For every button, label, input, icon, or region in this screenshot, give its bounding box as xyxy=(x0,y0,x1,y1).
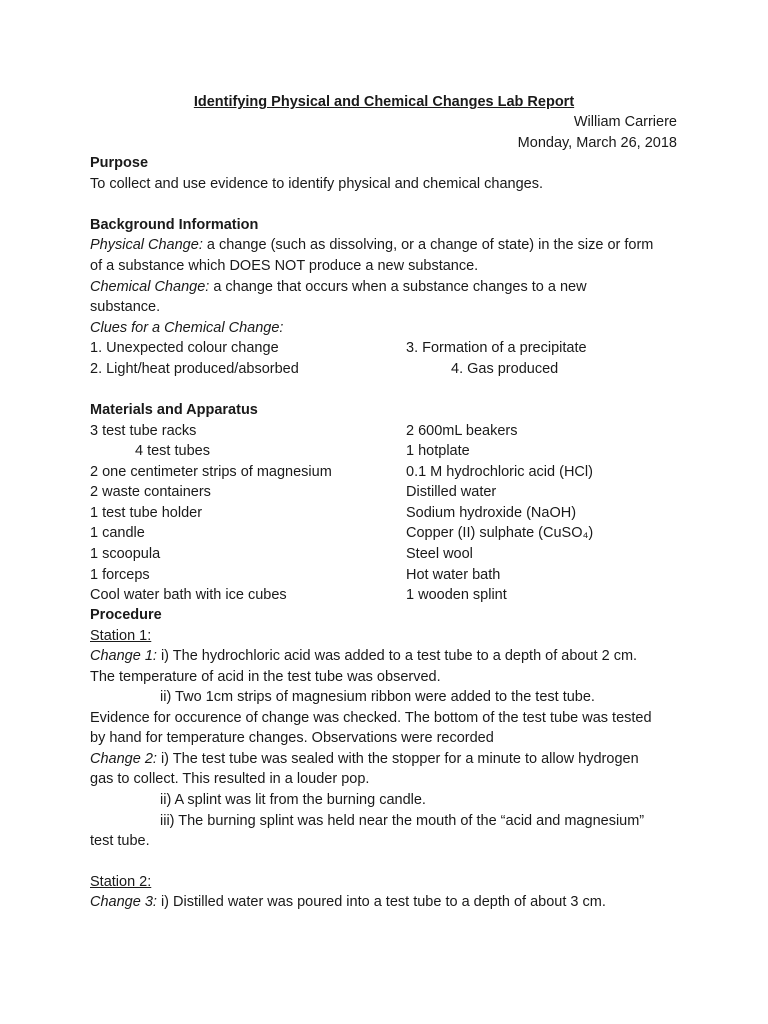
material-item: Hot water bath xyxy=(406,567,501,583)
material-item: Cool water bath with ice cubes xyxy=(90,587,287,603)
change-3-line-1 xyxy=(90,892,606,912)
clue-item: 3. Formation of a precipitate xyxy=(406,340,587,356)
change-2-step-iii: iii) The burning splint was held near the mouth of the “acid and magnesium” xyxy=(160,813,645,829)
material-item: 4 test tubes xyxy=(135,443,210,459)
change-1-step-ii: ii) Two 1cm strips of magnesium ribbon were added to the test tube. xyxy=(160,689,595,705)
material-item: 1 wooden splint xyxy=(406,587,507,603)
clue-item: 4. Gas produced xyxy=(451,361,559,377)
material-item: 1 candle xyxy=(90,525,145,541)
change-3-step-i: i) Distilled water was poured into a test tube to a depth of about 3 cm. xyxy=(156,894,606,910)
material-item: 0.1 M hydrochloric acid (HCl) xyxy=(406,464,593,480)
change-2-step-ii: ii) A splint was lit from the burning candle. xyxy=(160,792,426,808)
change-2-line-2: gas to collect. This resulted in a louder pop. xyxy=(90,771,370,787)
report-title: Identifying Physical and Chemical Changes Lab Report xyxy=(193,94,575,110)
station-1-label: Station 1: xyxy=(90,628,152,644)
change-1-line-2: The temperature of acid in the test tube was observed. xyxy=(90,669,441,685)
change-1-label: Change 1: xyxy=(90,648,157,664)
material-item: 1 forceps xyxy=(90,567,150,583)
background-heading: Background Information xyxy=(90,217,259,233)
change-2-step-i: i) The test tube was sealed with the stopper for a minute to allow hydrogen xyxy=(156,751,639,767)
physical-change-term: Physical Change: xyxy=(90,237,203,253)
change-3-label: Change 3: xyxy=(90,894,157,910)
change-1-line-4: Evidence for occurence of change was checked. The bottom of the test tube was tested xyxy=(90,710,652,726)
chemical-change-line-2: substance. xyxy=(90,299,161,315)
change-2-label: Change 2: xyxy=(90,751,157,767)
clues-heading: Clues for a Chemical Change: xyxy=(90,320,284,336)
materials-heading: Materials and Apparatus xyxy=(90,402,258,418)
clue-item: 1. Unexpected colour change xyxy=(90,340,279,356)
material-item: Copper (II) sulphate (CuSO₄) xyxy=(406,525,594,541)
change-2-line-5: test tube. xyxy=(90,833,150,849)
material-item: 3 test tube racks xyxy=(90,423,197,439)
physical-change-line-2: of a substance which DOES NOT produce a new substance. xyxy=(90,258,479,274)
change-1-line-5: by hand for temperature changes. Observations were recorded xyxy=(90,730,494,746)
material-item: Distilled water xyxy=(406,484,497,500)
author-name: William Carriere xyxy=(573,114,677,130)
procedure-heading: Procedure xyxy=(90,607,162,623)
chemical-change-def: a change that occurs when a substance changes to a new xyxy=(209,279,587,295)
purpose-heading: Purpose xyxy=(90,155,149,171)
change-1-line-1 xyxy=(90,646,637,666)
material-item: 2 600mL beakers xyxy=(406,423,518,439)
chemical-change-line-1 xyxy=(90,277,587,297)
material-item: 1 hotplate xyxy=(406,443,470,459)
change-1-step-i: i) The hydrochloric acid was added to a test tube to a depth of about 2 cm. xyxy=(156,648,638,664)
physical-change-line-1 xyxy=(90,235,653,255)
material-item: Sodium hydroxide (NaOH) xyxy=(406,505,577,521)
material-item: 2 one centimeter strips of magnesium xyxy=(90,464,332,480)
station-2-label: Station 2: xyxy=(90,874,152,890)
change-2-line-1 xyxy=(90,749,639,769)
material-item: 1 scoopula xyxy=(90,546,161,562)
purpose-text: To collect and use evidence to identify physical and chemical changes. xyxy=(90,176,543,192)
chemical-change-term: Chemical Change: xyxy=(90,279,210,295)
material-item: Steel wool xyxy=(406,546,473,562)
clue-item: 2. Light/heat produced/absorbed xyxy=(90,361,299,377)
material-item: 2 waste containers xyxy=(90,484,211,500)
report-date: Monday, March 26, 2018 xyxy=(517,135,677,151)
physical-change-def: a change (such as dissolving, or a change of state) in the size or form xyxy=(202,237,654,253)
material-item: 1 test tube holder xyxy=(90,505,203,521)
